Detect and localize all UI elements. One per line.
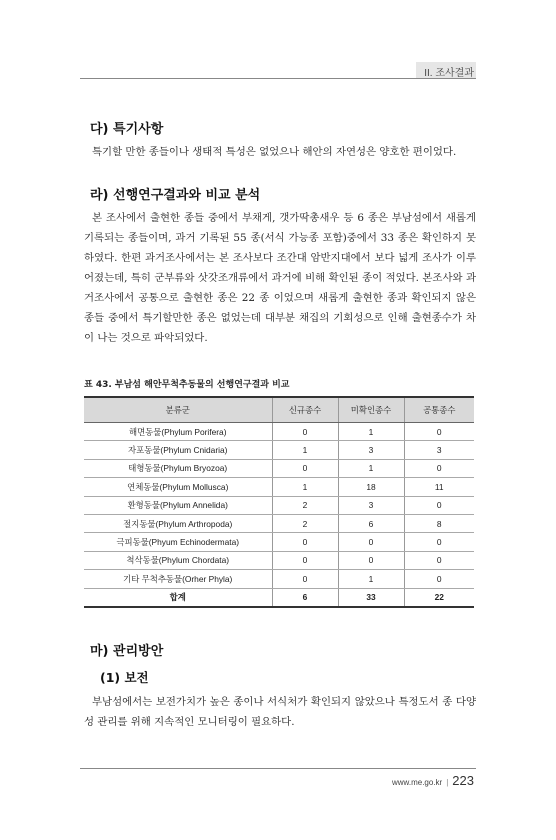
table-row: [84, 514, 474, 532]
cell-unconfirmed: 3: [338, 441, 404, 459]
header-divider: [80, 78, 476, 79]
cell-unconfirmed: 6: [338, 514, 404, 532]
cell-common: 0: [404, 551, 474, 569]
cell-total-common: 22: [404, 588, 474, 607]
column-header-unconfirmed: 미확인종수: [338, 397, 404, 423]
page-footer: [392, 773, 474, 788]
cell-taxon: 기타 무척추동물(Orher Phyla): [84, 570, 272, 588]
footer-site: www.me.go.kr: [391, 778, 443, 787]
cell-common: 8: [404, 514, 474, 532]
cell-common: 11: [404, 478, 474, 496]
cell-taxon: 극피동물(Phyum Echinodermata): [84, 533, 272, 551]
cell-taxon: 절지동물(Phylum Arthropoda): [84, 514, 272, 532]
cell-taxon: 연체동물(Phylum Mollusca): [84, 478, 272, 496]
cell-new: 2: [272, 496, 338, 514]
section-heading-management: 마) 관리방안: [90, 644, 164, 659]
cell-unconfirmed: 1: [338, 459, 404, 477]
section-heading-comparison: 라) 선행연구결과와 비교 분석: [90, 188, 261, 203]
cell-new: 0: [272, 423, 338, 441]
table-total-row: [84, 588, 474, 607]
column-header-new: 신규종수: [272, 397, 338, 423]
cell-taxon: 환형동물(Phylum Annelida): [84, 496, 272, 514]
table-row: [84, 459, 474, 477]
cell-total-new: 6: [272, 588, 338, 607]
table-row: [84, 441, 474, 459]
cell-taxon: 해면동물(Phylum Porifera): [84, 423, 272, 441]
cell-unconfirmed: 3: [338, 496, 404, 514]
cell-new: 0: [272, 570, 338, 588]
cell-common: 0: [404, 533, 474, 551]
cell-unconfirmed: 1: [338, 570, 404, 588]
table-row: [84, 478, 474, 496]
table-header-row: [84, 397, 474, 423]
footer-separator: |: [446, 778, 449, 787]
cell-common: 0: [404, 570, 474, 588]
column-header-common: 공통종수: [404, 397, 474, 423]
cell-total-unconfirmed: 33: [338, 588, 404, 607]
paragraph-special: 특기할 만한 종들이나 생태적 특성은 없었으나 해안의 자연성은 양호한 편이었다.: [92, 146, 457, 158]
paragraph-management: 부남섬에서는 보전가치가 높은 종이나 서식처가 확인되지 않았으나 특정도서 종 다양성 관리를 위해 지속적인 모니터링이 필요하다.: [84, 696, 476, 728]
column-header-taxon: 분류군: [84, 397, 272, 423]
cell-common: 0: [404, 459, 474, 477]
table-row: [84, 496, 474, 514]
section-heading-special: 다) 특기사항: [90, 122, 164, 137]
table-row: [84, 533, 474, 551]
cell-new: 2: [272, 514, 338, 532]
cell-common: 0: [404, 423, 474, 441]
table-row: [84, 570, 474, 588]
cell-new: 1: [272, 441, 338, 459]
cell-common: 0: [404, 496, 474, 514]
comparison-table: [84, 396, 474, 608]
cell-taxon: 태형동물(Phylum Bryozoa): [84, 459, 272, 477]
cell-taxon: 자포동물(Phylum Cnidaria): [84, 441, 272, 459]
cell-new: 0: [272, 459, 338, 477]
table-row: [84, 423, 474, 441]
page-number: 223: [452, 773, 474, 788]
table-row: [84, 551, 474, 569]
cell-new: 0: [272, 551, 338, 569]
cell-unconfirmed: 0: [338, 533, 404, 551]
subsection-heading-conservation: (1) 보전: [100, 670, 149, 685]
chapter-title: II. 조사결과: [424, 68, 474, 79]
cell-unconfirmed: 0: [338, 551, 404, 569]
cell-unconfirmed: 1: [338, 423, 404, 441]
footer-divider: [80, 768, 476, 769]
cell-new: 1: [272, 478, 338, 496]
cell-common: 3: [404, 441, 474, 459]
paragraph-comparison: 본 조사에서 출현한 종들 중에서 부채게, 갯가딱총새우 등 6 종은 부남섬에서 새롭게 기록되는 종들이며, 과거 기록된 55 종(서식 가능종 포함)중에서 33 종은 확인하지 못하였다. 한편 과거조사에서는 본 조사보다 조간대 암반지대에서 보다 넓게 조사가 이루어졌는데, 특히 군부류와 삿갓조개류에서 과거에 비해 확인된 종이 적었다. 본조사와 과거조사에서 공통으로 출현한 종은 22 종 이었으며 새롭게 출현한 종과 확인되지 않은 종들 중에서 특기할만한 종은 없었는데 대부분 채집의 기회성으로 인해 출현종수가 차이 나는 것으로 파악되었다.: [84, 212, 476, 344]
cell-taxon: 척삭동물(Phylum Chordata): [84, 551, 272, 569]
cell-unconfirmed: 18: [338, 478, 404, 496]
table-caption: 표 43. 부남섬 해안무척추동물의 선행연구결과 비교: [84, 380, 290, 390]
cell-total-label: 합계: [84, 588, 272, 607]
cell-new: 0: [272, 533, 338, 551]
